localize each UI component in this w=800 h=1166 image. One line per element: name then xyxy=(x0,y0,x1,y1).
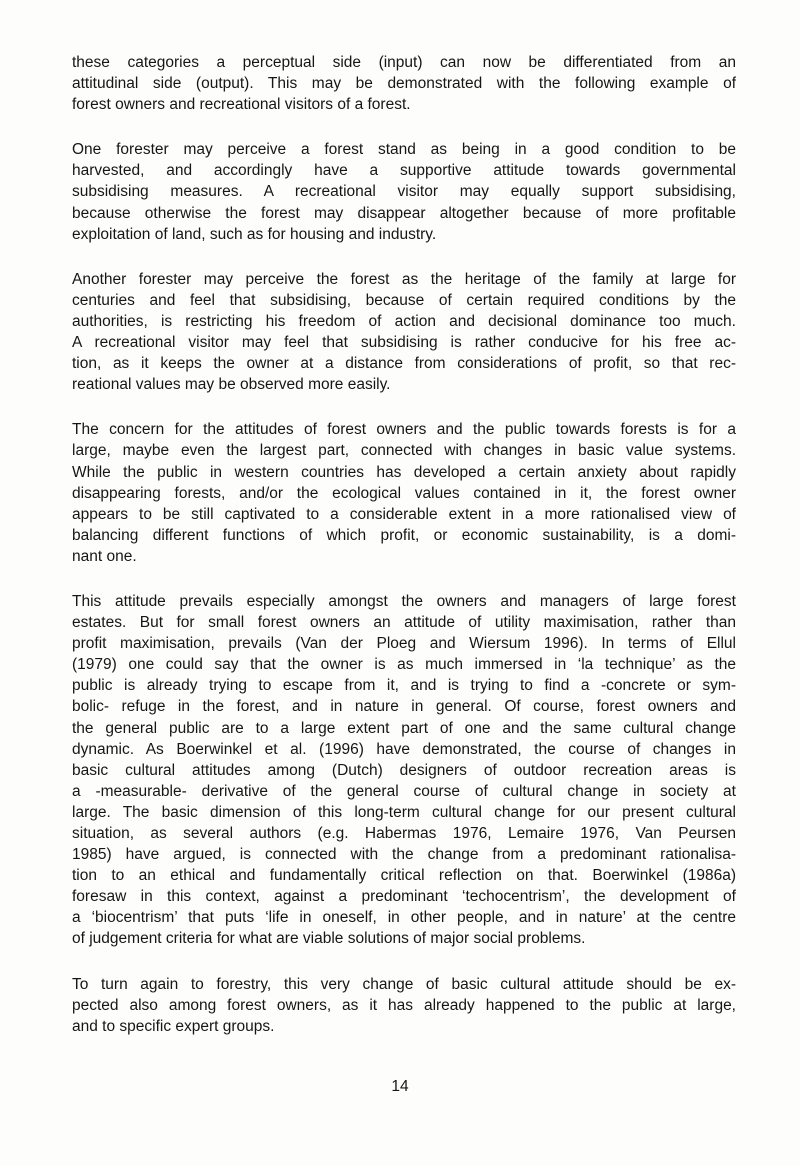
text-line: pected also among forest owners, as it has already happened to the public at large, xyxy=(72,996,736,1014)
text-line: attitudinal side (output). This may be demonstrated with the following example of xyxy=(72,75,736,93)
text-line: centuries and feel that subsidising, because of certain required conditions by the xyxy=(72,291,736,309)
text-line: Another forester may perceive the forest as the heritage of the family at large for xyxy=(72,270,736,288)
body-text xyxy=(72,52,736,1061)
text-line: large. The basic dimension of this long-term cultural change for our present cultural xyxy=(72,803,736,821)
text-line: authorities, is restricting his freedom of action and decisional dominance too much. xyxy=(72,312,736,330)
text-line: bolic- refuge in the forest, and in nature in general. Of course, forest owners and xyxy=(72,698,736,716)
text-line: subsidising measures. A recreational visitor may equally support subsidising, xyxy=(72,183,736,201)
text-line: The concern for the attitudes of forest owners and the public towards forests is for a xyxy=(72,421,736,439)
paragraph-2 xyxy=(72,139,736,244)
text-line: estates. But for small forest owners an attitude of utility maximisation, rather than xyxy=(72,614,736,632)
text-line: harvested, and accordingly have a supportive attitude towards governmental xyxy=(72,162,736,180)
text-line: basic cultural attitudes among (Dutch) designers of outdoor recreation areas is xyxy=(72,761,736,779)
paragraph-4 xyxy=(72,419,736,567)
text-line: exploitation of land, such as for housing and industry. xyxy=(72,225,437,243)
text-line: public is already trying to escape from it, and is trying to find a -concrete or sym- xyxy=(72,677,736,695)
text-line: a ‘biocentrism’ that puts ‘life in oneself, in other people, and in nature’ at the centre xyxy=(72,909,736,927)
text-line: appears to be still captivated to a considerable extent in a more rationalised view of xyxy=(72,505,736,523)
text-line: tion to an ethical and fundamentally critical reflection on that. Boerwinkel (1986a) xyxy=(72,867,736,885)
page-number: 14 xyxy=(391,1078,409,1095)
text-line: large, maybe even the largest part, connected with changes in basic value systems. xyxy=(72,442,736,460)
text-line: This attitude prevails especially amongst the owners and managers of large forest xyxy=(72,592,736,610)
text-line: foresaw in this context, against a predominant ‘techocentrism’, the development of xyxy=(72,888,736,906)
text-line: forest owners and recreational visitors of a forest. xyxy=(72,96,411,114)
text-line: a -measurable- derivative of the general course of cultural change in society at xyxy=(72,782,736,800)
text-line: nant one. xyxy=(72,547,137,565)
paragraph-6 xyxy=(72,974,736,1037)
paragraph-5 xyxy=(72,591,736,950)
text-line: disappearing forests, and/or the ecological values contained in it, the forest owner xyxy=(72,484,736,502)
text-line: of judgement criteria for what are viable solutions of major social problems. xyxy=(72,930,586,948)
text-line: profit maximisation, prevails (Van der Ploeg and Wiersum 1996). In terms of Ellul xyxy=(72,635,736,653)
paragraph-1 xyxy=(72,52,736,115)
text-line: (1979) one could say that the owner is as much immersed in ‘la technique’ as the xyxy=(72,656,736,674)
text-line: situation, as several authors (e.g. Habermas 1976, Lemaire 1976, Van Peursen xyxy=(72,825,736,842)
text-line: 1985) have argued, is connected with the change from a predominant rationalisa- xyxy=(72,846,736,864)
text-line: and to specific expert groups. xyxy=(72,1017,275,1035)
text-line: dynamic. As Boerwinkel et al. (1996) have demonstrated, the course of changes in xyxy=(72,740,736,758)
text-line: A recreational visitor may feel that subsidising is rather conducive for his free ac- xyxy=(72,334,736,352)
text-line: tion, as it keeps the owner at a distance from considerations of profit, so that rec- xyxy=(72,355,736,373)
text-line: One forester may perceive a forest stand as being in a good condition to be xyxy=(72,141,736,159)
text-line: these categories a perceptual side (input) can now be differentiated from an xyxy=(72,54,736,71)
text-line: reational values may be observed more easily. xyxy=(72,376,391,394)
text-line: the general public are to a large extent part of one and the same cultural change xyxy=(72,719,736,737)
text-line: While the public in western countries has developed a certain anxiety about rapidly xyxy=(72,463,736,481)
text-line: because otherwise the forest may disappear altogether because of more profitable xyxy=(72,204,736,222)
paragraph-3 xyxy=(72,269,736,396)
text-line: To turn again to forestry, this very change of basic cultural attitude should be ex- xyxy=(72,975,736,993)
text-line: balancing different functions of which profit, or economic sustainability, is a domi- xyxy=(72,526,736,544)
